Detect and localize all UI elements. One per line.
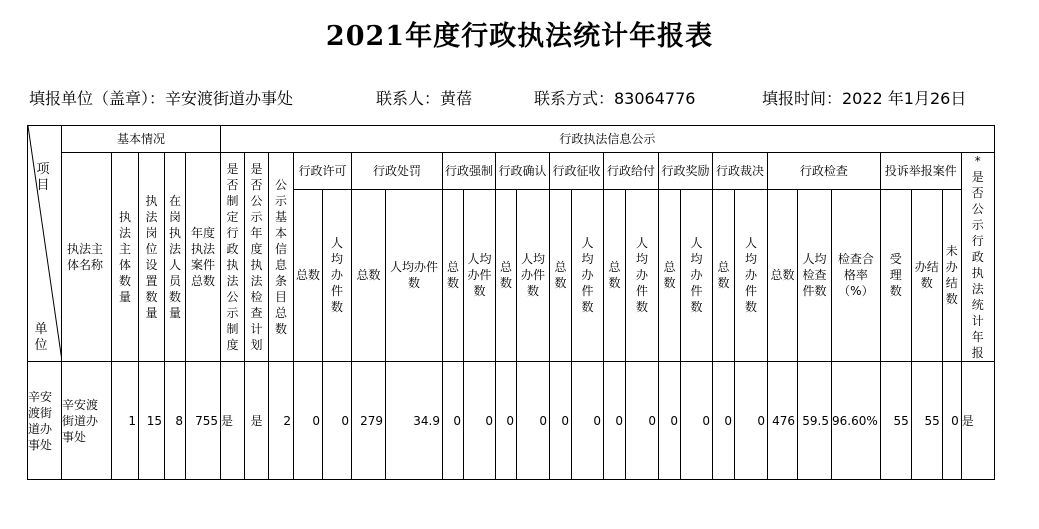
- row-ruling-avg: 0: [735, 362, 768, 480]
- row-ruling-total: 0: [713, 362, 735, 480]
- row-entity-name-cell: 辛安渡街道办事处: [62, 362, 112, 480]
- insp-avg-header: 人均检查件数: [798, 189, 832, 361]
- plan-public-header: 是否公示年度执法检查计划: [245, 153, 269, 362]
- project-label: 项目: [36, 162, 50, 193]
- row-penalty-avg: 34.9: [386, 362, 443, 480]
- info-total-header: 公示基本信息条目总数: [269, 153, 294, 362]
- payment-total-header: 总数: [604, 189, 626, 361]
- confirm-total-header: 总数: [496, 189, 517, 361]
- license-header: 行政许可: [294, 153, 352, 190]
- complaint-header: 投诉举报案件: [880, 153, 961, 190]
- contact-phone: 联系方式：83064776: [534, 89, 696, 108]
- unit-label: 单位: [34, 322, 48, 353]
- license-total-header: 总数: [294, 189, 323, 361]
- row-license-total: 0: [294, 362, 323, 480]
- confirm-header: 行政确认: [496, 153, 550, 190]
- row-closed: 55: [911, 362, 942, 480]
- payment-avg-header: 人均办件数: [626, 189, 659, 361]
- reward-header: 行政奖励: [659, 153, 713, 190]
- compulsion-avg-header: 人均办件数: [464, 189, 496, 361]
- row-payment-total: 0: [604, 362, 626, 480]
- row-reward-total: 0: [659, 362, 681, 480]
- row-penalty-total: 279: [352, 362, 386, 480]
- post-count-header: 执法岗位设置数量: [139, 153, 165, 362]
- levy-header: 行政征收: [550, 153, 604, 190]
- ruling-header: 行政裁决: [713, 153, 768, 190]
- pass-rate-header: 检查合格率（%）: [832, 189, 881, 361]
- row-levy-total: 0: [550, 362, 572, 480]
- staff-count-header: 在岗执法人员数量: [165, 153, 186, 362]
- row-sys-made: 是: [221, 362, 245, 480]
- levy-total-header: 总数: [550, 189, 572, 361]
- row-staff-count: 8: [165, 362, 186, 480]
- insp-total-header: 总数: [768, 189, 798, 361]
- row-insp-avg: 59.5: [798, 362, 832, 480]
- filing-time: 填报时间：2022 年1月26日: [762, 89, 967, 108]
- compulsion-header: 行政强制: [443, 153, 496, 190]
- report-title: 2021年度行政执法统计年报表: [325, 21, 714, 52]
- row-post-count: 15: [139, 362, 165, 480]
- row-unit-cell: 辛安渡街道办事处: [28, 362, 62, 480]
- row-unclosed: 0: [942, 362, 961, 480]
- row-confirm-total: 0: [496, 362, 517, 480]
- row-payment-avg: 0: [626, 362, 659, 480]
- row-license-avg: 0: [323, 362, 352, 480]
- row-accepted: 55: [880, 362, 911, 480]
- row-stat-public: 是: [961, 362, 994, 480]
- row-compulsion-avg: 0: [464, 362, 496, 480]
- row-reward-avg: 0: [681, 362, 713, 480]
- entity-name-header: 执法主体名称: [62, 153, 112, 362]
- inspection-header: 行政检查: [768, 153, 881, 190]
- row-insp-total: 476: [768, 362, 798, 480]
- contact-person: 联系人：黄蓓: [376, 89, 473, 108]
- payment-header: 行政给付: [604, 153, 659, 190]
- accepted-header: 受理数: [880, 189, 911, 361]
- compulsion-total-header: 总数: [443, 189, 464, 361]
- stat-public-header: *是否公示行政执法统计年报: [961, 153, 994, 362]
- license-avg-header: 人均办件数: [323, 189, 352, 361]
- ruling-total-header: 总数: [713, 189, 735, 361]
- row-info-total: 2: [269, 362, 294, 480]
- row-confirm-avg: 0: [517, 362, 550, 480]
- row-compulsion-total: 0: [443, 362, 464, 480]
- project-unit-corner: [28, 126, 62, 362]
- row-case-total: 755: [186, 362, 221, 480]
- ruling-avg-header: 人均办件数: [735, 189, 768, 361]
- filing-unit: 填报单位（盖章）：辛安渡街道办事处: [29, 89, 294, 108]
- row-entity-count: 1: [112, 362, 139, 480]
- row-plan-public: 是: [245, 362, 269, 480]
- confirm-avg-header: 人均办件数: [517, 189, 550, 361]
- penalty-header: 行政处罚: [352, 153, 443, 190]
- closed-header: 办结数: [911, 189, 942, 361]
- penalty-avg-header: 人均办件数: [386, 189, 443, 361]
- penalty-total-header: 总数: [352, 189, 386, 361]
- basic-info-header: 基本情况: [62, 126, 221, 153]
- statistics-table: [27, 125, 995, 480]
- row-levy-avg: 0: [572, 362, 604, 480]
- sys-made-header: 是否制定行政执法公示制度: [221, 153, 245, 362]
- case-total-header: 年度执法案件总数: [186, 153, 221, 362]
- entity-count-header: 执法主体数量: [112, 153, 139, 362]
- reward-avg-header: 人均办件数: [681, 189, 713, 361]
- row-pass-rate: 96.60%: [832, 362, 881, 480]
- levy-avg-header: 人均办件数: [572, 189, 604, 361]
- reward-total-header: 总数: [659, 189, 681, 361]
- unclosed-header: 未办结数: [942, 189, 961, 361]
- info-public-header: 行政执法信息公示: [221, 126, 995, 153]
